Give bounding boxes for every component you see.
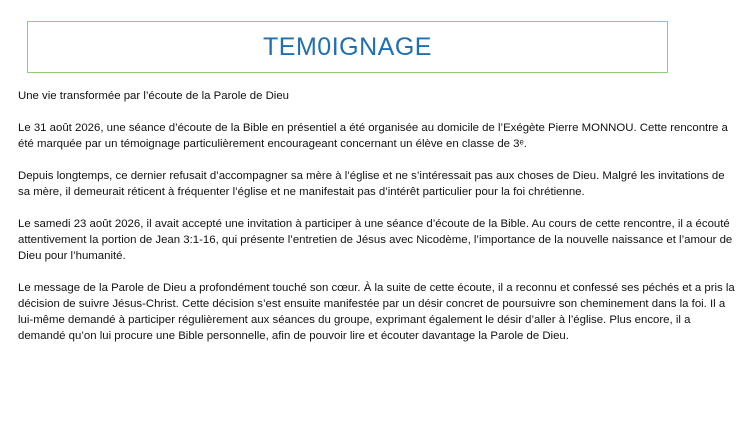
paragraph-2: Depuis longtemps, ce dernier refusait d’accompagner sa mère à l’église et ne s’intéressait pas aux choses de Dieu. Malgré les invitations de sa mère, il demeurait réticent à fréquenter l’église et ne manifestait pas d’intérêt particulier pour la foi chrétienne.	[18, 170, 725, 198]
paragraph-3: Le samedi 23 août 2026, il avait accepté une invitation à participer à une séance d’écoute de la Bible. Au cours de cette rencontre, il a écouté attentivement la portion de Jean 3:1-16, qui présente l’entretien de Jésus avec Nicodème, l’importance de la nouvelle naissance et l’amour de Dieu pour l’humanité.	[18, 218, 733, 262]
paragraph-4: Le message de la Parole de Dieu a profondément touché son cœur. À la suite de cette écoute, il a reconnu et confessé ses péchés et a pris la décision de suivre Jésus-Christ. Cette décision s’est ensuite manifestée par un désir concret de poursuivre son cheminement dans la foi. Il a lui-même demandé à participer régulièrement aux séances du groupe, exprimant également le désir d’aller à l’église. Plus encore, il a demandé qu’on lui procure une Bible personnelle, afin de pouvoir lire et écouter davantage la Parole de Dieu.	[18, 282, 735, 342]
subtitle: Une vie transformée par l’écoute de la Parole de Dieu	[18, 90, 289, 102]
slide-title: TEM0IGNAGE	[263, 32, 432, 61]
body-text	[18, 88, 738, 360]
title-box	[27, 21, 668, 73]
paragraph-1: Le 31 août 2026, une séance d’écoute de la Bible en présentiel a été organisée au domicile de l’Exégète Pierre MONNOU. Cette rencontre a été marquée par un témoignage particulièrement encourageant concernant un élève en classe de 3ᵉ.	[18, 122, 728, 150]
